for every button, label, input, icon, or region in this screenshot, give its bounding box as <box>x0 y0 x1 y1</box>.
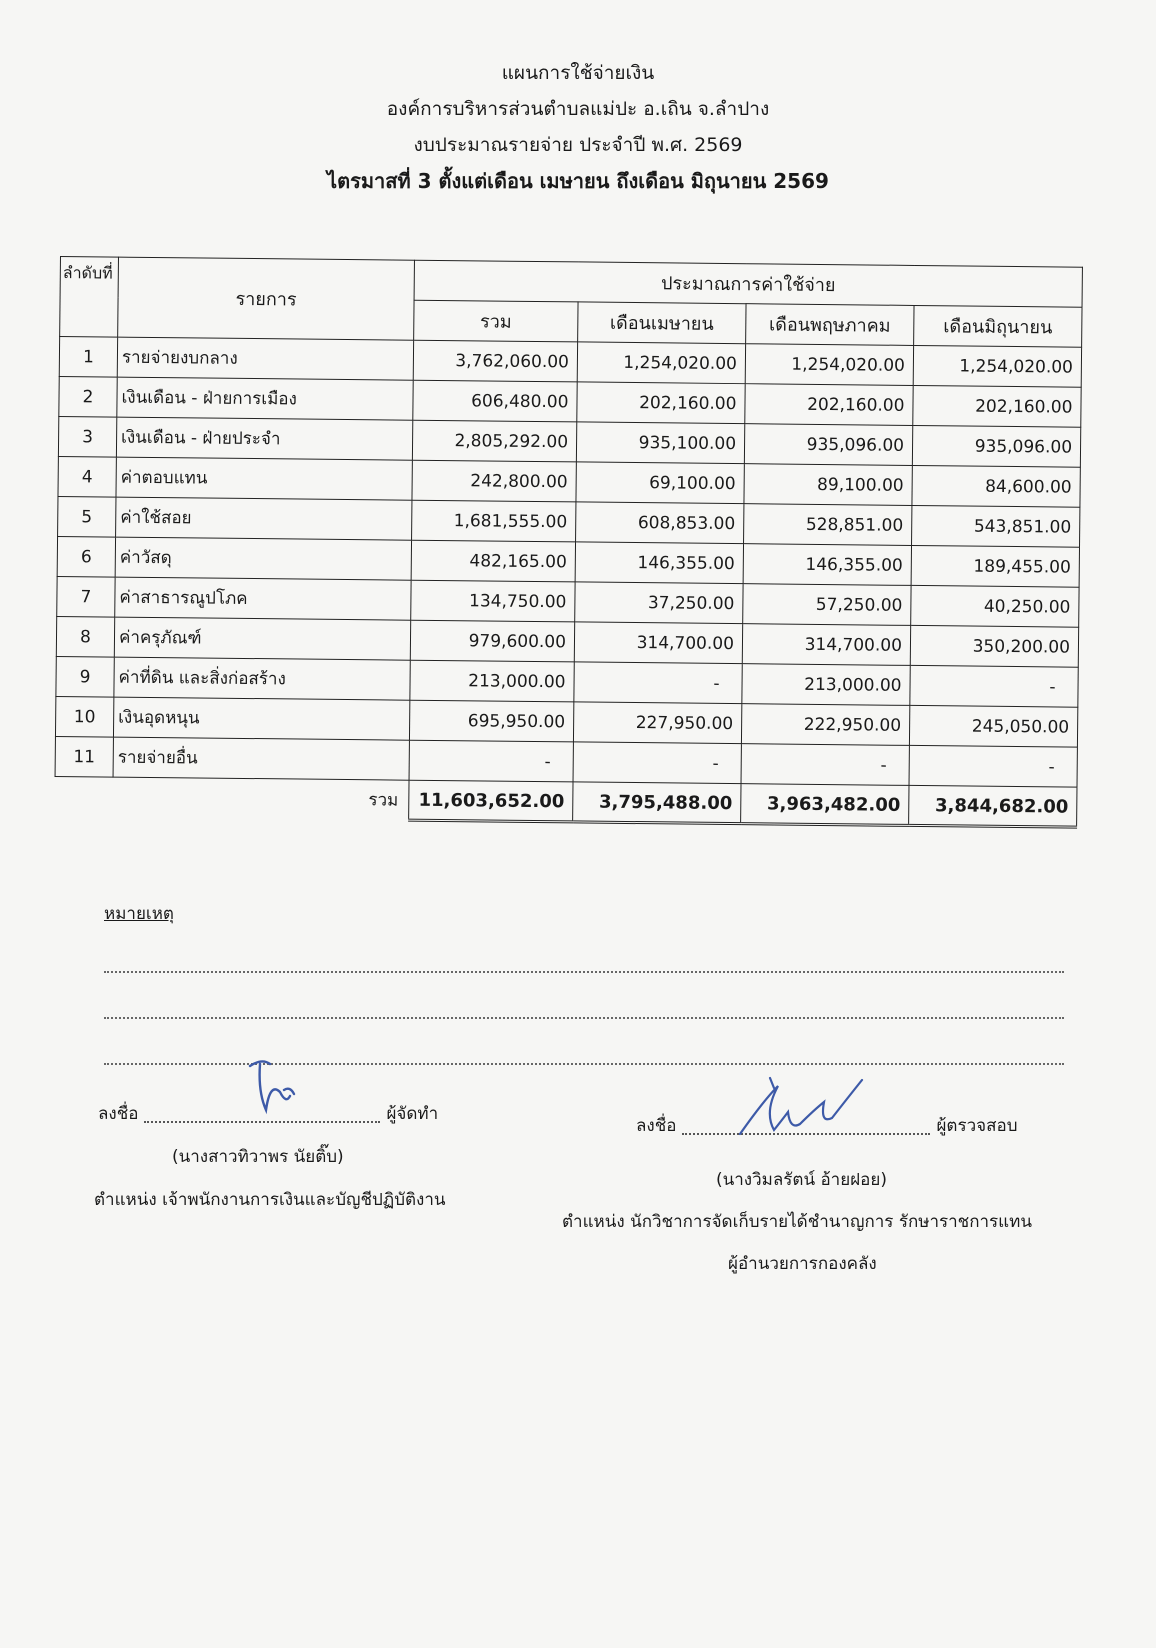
total-april: 3,795,488.00 <box>573 782 741 824</box>
row-june: 40,250.00 <box>911 585 1079 627</box>
reviewer-position: ตำแหน่ง นักวิชาการจัดเก็บรายได้ชำนาญการ รักษาราชการแทน <box>562 1212 1032 1232</box>
total-sum: 11,603,652.00 <box>409 780 573 822</box>
row-may: 202,160.00 <box>745 384 913 426</box>
row-may: 213,000.00 <box>742 664 910 706</box>
row-june: - <box>909 745 1077 787</box>
header-order: ลำดับที่ <box>60 257 119 338</box>
row-may: 146,355.00 <box>743 544 911 586</box>
total-blank <box>55 776 113 817</box>
table-body <box>55 337 1082 788</box>
row-item: ค่าวัสดุ <box>115 537 411 580</box>
row-may: 528,851.00 <box>744 504 912 546</box>
row-total: 979,600.00 <box>410 620 574 662</box>
row-item: รายจ่ายอื่น <box>113 737 409 780</box>
header-april: เดือนเมษายน <box>578 302 746 344</box>
row-june: 1,254,020.00 <box>913 345 1081 387</box>
notes-line-1 <box>104 941 1064 973</box>
row-april: 608,853.00 <box>576 502 744 544</box>
row-june: 189,455.00 <box>911 545 1079 587</box>
row-may: 89,100.00 <box>744 464 912 506</box>
total-may: 3,963,482.00 <box>741 784 909 826</box>
row-may: 935,096.00 <box>744 424 912 466</box>
row-item: รายจ่ายงบกลาง <box>117 337 413 380</box>
row-total: 1,681,555.00 <box>412 500 576 542</box>
row-item: เงินอุดหนุน <box>113 697 409 740</box>
row-order: 11 <box>55 736 113 777</box>
row-order: 10 <box>55 696 113 737</box>
heading-title: แผนการใช้จ่ายเงิน <box>501 62 655 84</box>
heading-fiscal-year: งบประมาณรายจ่าย ประจำปี พ.ศ. 2569 <box>413 134 743 156</box>
row-order: 4 <box>58 456 116 497</box>
row-april: 37,250.00 <box>575 582 743 624</box>
row-order: 2 <box>59 376 117 417</box>
table-header-row <box>60 257 1082 308</box>
reviewer-name: (นางวิมลรัตน์ อ้ายฝอย) <box>716 1170 887 1190</box>
row-item: ค่าตอบแทน <box>116 457 412 500</box>
header-estimate-group: ประมาณการค่าใช้จ่าย <box>414 260 1082 307</box>
reviewer-position-line2: ผู้อำนวยการกองคลัง <box>728 1254 877 1274</box>
notes-line-2 <box>104 987 1064 1019</box>
row-total: 482,165.00 <box>411 540 575 582</box>
row-june: 202,160.00 <box>913 385 1081 427</box>
row-june: 84,600.00 <box>912 465 1080 507</box>
row-may: 314,700.00 <box>742 624 910 666</box>
row-april: - <box>574 662 742 704</box>
row-total: 213,000.00 <box>410 660 574 702</box>
total-june: 3,844,682.00 <box>909 785 1077 827</box>
row-item: ค่าใช้สอย <box>116 497 412 540</box>
row-june: 543,851.00 <box>912 505 1080 547</box>
row-item: ค่าครุภัณฑ์ <box>114 617 410 660</box>
row-april: 1,254,020.00 <box>577 342 745 384</box>
row-may: 222,950.00 <box>741 704 909 746</box>
row-may: 57,250.00 <box>743 584 911 626</box>
row-total: - <box>409 740 573 782</box>
row-total: 3,762,060.00 <box>413 340 577 382</box>
reviewer-role: ผู้ตรวจสอบ <box>936 1116 1018 1136</box>
row-order: 7 <box>57 576 115 617</box>
row-april: 202,160.00 <box>577 382 745 424</box>
reviewer-sign-label: ลงชื่อ <box>636 1116 677 1136</box>
row-item: เงินเดือน - ฝ่ายประจำ <box>116 417 412 460</box>
row-item: ค่าสาธารณูปโภค <box>115 577 411 620</box>
header-item: รายการ <box>118 257 415 340</box>
preparer-signature-mark <box>240 1052 310 1122</box>
document-heading <box>0 62 1156 206</box>
budget-table <box>54 256 1083 829</box>
row-total: 606,480.00 <box>413 380 577 422</box>
row-order: 5 <box>58 496 116 537</box>
preparer-position: ตำแหน่ง เจ้าพนักงานการเงินและบัญชีปฏิบัติงาน <box>94 1190 446 1210</box>
preparer-role: ผู้จัดทำ <box>386 1104 439 1124</box>
row-item: ค่าที่ดิน และสิ่งก่อสร้าง <box>114 657 410 700</box>
row-total: 695,950.00 <box>409 700 573 742</box>
row-april: 69,100.00 <box>576 462 744 504</box>
row-april: 146,355.00 <box>575 542 743 584</box>
row-april: 935,100.00 <box>576 422 744 464</box>
row-order: 1 <box>59 337 117 378</box>
header-total: รวม <box>414 300 578 342</box>
header-may: เดือนพฤษภาคม <box>746 304 914 346</box>
row-june: 245,050.00 <box>909 705 1077 747</box>
row-order: 8 <box>56 616 114 657</box>
row-april: 314,700.00 <box>574 622 742 664</box>
row-june: 935,096.00 <box>912 425 1080 467</box>
row-april: 227,950.00 <box>573 702 741 744</box>
row-total: 242,800.00 <box>412 460 576 502</box>
row-total: 2,805,292.00 <box>412 420 576 462</box>
notes-title: หมายเหตุ <box>104 904 174 924</box>
row-june: 350,200.00 <box>910 625 1078 667</box>
row-item: เงินเดือน - ฝ่ายการเมือง <box>117 377 413 420</box>
row-order: 3 <box>58 416 116 457</box>
row-may: 1,254,020.00 <box>745 344 913 386</box>
heading-quarter: ไตรมาสที่ 3 ตั้งแต่เดือน เมษายน ถึงเดือน มิถุนายน 2569 <box>327 169 829 193</box>
heading-organization: องค์การบริหารส่วนตำบลแม่ปะ อ.เถิน จ.ลำปาง <box>386 98 770 120</box>
row-may: - <box>741 744 909 786</box>
total-label: รวม <box>368 790 399 811</box>
preparer-sign-label: ลงชื่อ <box>98 1104 139 1124</box>
row-total: 134,750.00 <box>411 580 575 622</box>
row-june: - <box>910 665 1078 707</box>
preparer-name: (นางสาวทิวาพร นัยติ๊บ) <box>172 1147 344 1167</box>
row-order: 6 <box>57 536 115 577</box>
reviewer-signature-mark <box>734 1072 874 1142</box>
header-june: เดือนมิถุนายน <box>914 305 1082 347</box>
row-april: - <box>573 742 741 784</box>
row-order: 9 <box>56 656 114 697</box>
